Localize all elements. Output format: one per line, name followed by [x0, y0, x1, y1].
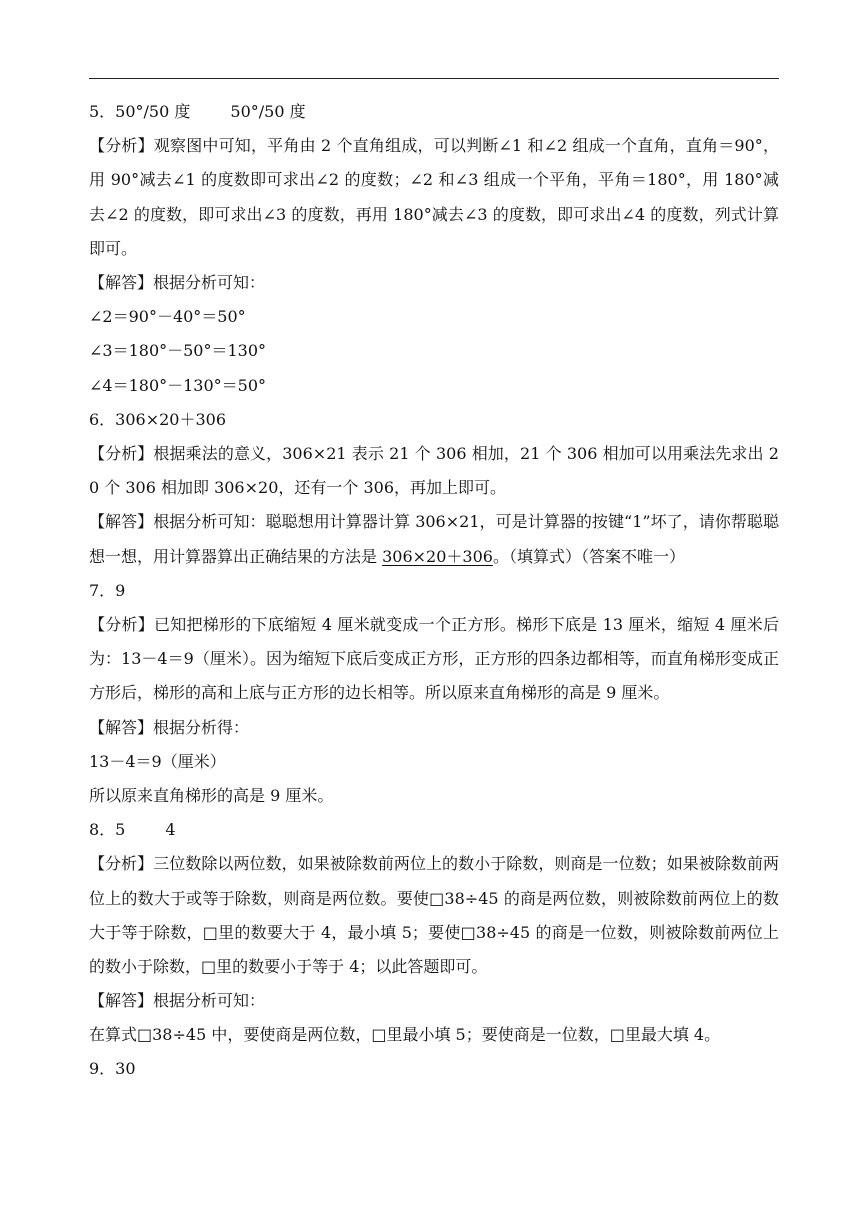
q7-solution — [89, 711, 779, 745]
q6-analysis — [89, 437, 779, 505]
analysis-tag: 【分析】 — [89, 443, 154, 463]
q7-step-1: 13－4＝9（厘米） — [89, 751, 226, 771]
q8-solution-text: 根据分析可知： — [153, 991, 266, 1011]
q6-solution-pre: 根据分析可知：聪聪想用计算器计算 306×21，可是计算器的按键“1”坏了，请你帮聪聪想一想，用计算器算出正确结果的方法是 — [89, 512, 779, 566]
q8-analysis-text: 三位数除以两位数，如果被除数前两位上的数小于除数，则商是一位数；如果被除数前两位上的数大于或等于除数，则商是两位数。要使□38÷45 的商是两位数，则被除数前两位上的数大于等于除数，□里的数要大于 4，最小填 5；要使□38÷45 的商是一位数，则被除数前两位上的数小于除数，□里的数要小于等于 4；以此答题即可。 — [89, 854, 779, 976]
q8-answer-line — [89, 813, 779, 847]
q8-analysis — [89, 847, 779, 984]
q7-analysis — [89, 608, 779, 711]
q5-analysis-text: 观察图中可知，平角由 2 个直角组成，可以判断∠1 和∠2 组成一个直角，直角＝90°，用 90°减去∠1 的度数即可求出∠2 的度数；∠2 和∠3 组成一个平角，平角＝180°，用 180°减去∠2 的度数，即可求出∠3 的度数，再用 180°减去∠3 的度数，即可求出∠4 的度数，列式计算即可。 — [89, 136, 779, 258]
q7-solution-text: 根据分析得： — [153, 717, 250, 737]
header-rule — [89, 78, 779, 79]
q6-solution-answer: 306×20＋306 — [382, 546, 493, 566]
q7-analysis-text: 已知把梯形的下底缩短 4 厘米就变成一个正方形。梯形下底是 13 厘米，缩短 4 厘米后为：13－4＝9（厘米）。因为缩短下底后变成正方形，正方形的四条边都相等，而直角梯形变成正方形后，梯形的高和上底与正方形的边长相等。所以原来直角梯形的高是 9 厘米。 — [89, 614, 779, 703]
q6-solution — [89, 505, 779, 573]
q6-answer-line: 6．306×20＋306 — [89, 409, 227, 429]
q5-answer-line — [89, 95, 779, 129]
q5-step-1: ∠2＝90°－40°＝50° — [89, 307, 246, 327]
q5-solution — [89, 266, 779, 300]
q5-answer-a: 5．50°/50 度 — [89, 102, 191, 121]
q5-analysis — [89, 129, 779, 266]
analysis-tag: 【分析】 — [89, 854, 154, 874]
answer-content — [89, 95, 779, 1087]
q5-step-3: ∠4＝180°－130°＝50° — [89, 375, 267, 395]
solution-tag: 【解答】 — [89, 512, 154, 532]
q5-step-2: ∠3＝180°－50°＝130° — [89, 341, 267, 361]
analysis-tag: 【分析】 — [89, 136, 154, 156]
solution-tag: 【解答】 — [89, 717, 154, 737]
q7-answer-line: 7．9 — [89, 580, 126, 600]
q8-answer-a: 8．5 — [89, 820, 126, 840]
analysis-tag: 【分析】 — [89, 614, 154, 634]
q5-answer-b: 50°/50 度 — [230, 102, 306, 121]
q8-step-1: 在算式□38÷45 中，要使商是两位数，□里最小填 5；要使商是一位数，□里最大填 4。 — [89, 1025, 721, 1045]
q8-solution — [89, 984, 779, 1018]
q8-answer-b: 4 — [165, 820, 176, 840]
solution-tag: 【解答】 — [89, 991, 154, 1011]
q7-step-2: 所以原来直角梯形的高是 9 厘米。 — [89, 785, 334, 805]
q9-answer-line: 9．30 — [89, 1059, 136, 1079]
solution-tag: 【解答】 — [89, 273, 154, 292]
q6-analysis-text: 根据乘法的意义，306×21 表示 21 个 306 相加，21 个 306 相加可以用乘法先求出 20 个 306 相加即 306×20，还有一个 306，再加上即可。 — [89, 443, 779, 498]
q5-solution-text: 根据分析可知： — [153, 273, 266, 292]
q6-solution-post: 。（填算式）（答案不唯一） — [492, 546, 685, 566]
